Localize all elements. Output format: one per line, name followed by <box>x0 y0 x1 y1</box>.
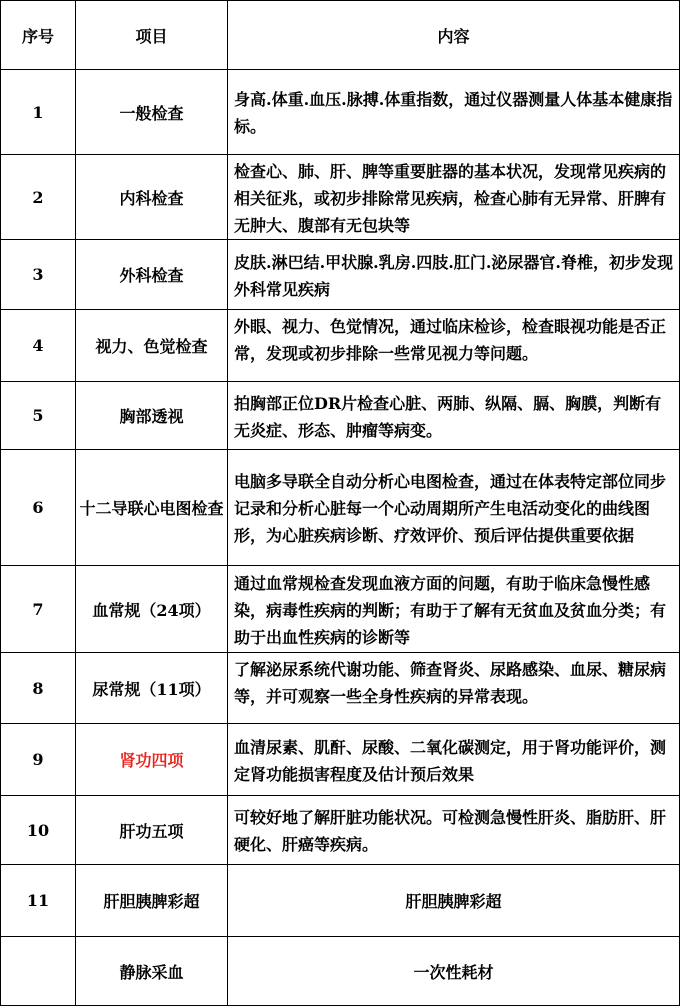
row-content: 可较好地了解肝脏功能状况。可检测急慢性肝炎、脂肪肝、肝硬化、肝癌等疾病。 <box>228 796 680 865</box>
row-seq: 11 <box>1 865 76 937</box>
table-row <box>1 653 680 724</box>
table-row <box>1 240 680 310</box>
row-content: 皮肤.淋巴结.甲状腺.乳房.四肢.肛门.泌尿器官.脊椎，初步发现外科常见疾病 <box>228 240 680 310</box>
row-seq: 8 <box>1 653 76 724</box>
row-content: 检查心、肺、肝、脾等重要脏器的基本状况，发现常见疾病的相关征兆，或初步排除常见疾病，检查心肺有无异常、肝脾有无肿大、腹部有无包块等 <box>228 155 680 240</box>
row-item: 肝胆胰脾彩超 <box>76 865 228 937</box>
row-item: 尿常规（11项） <box>76 653 228 724</box>
row-seq: 10 <box>1 796 76 865</box>
table-row <box>1 566 680 653</box>
table-row <box>1 937 680 1006</box>
row-content: 血清尿素、肌酐、尿酸、二氧化碳测定，用于肾功能评价，测定肾功能损害程度及估计预后效果 <box>228 724 680 796</box>
row-item: 胸部透视 <box>76 382 228 450</box>
row-seq: 4 <box>1 310 76 382</box>
row-content: 了解泌尿系统代谢功能、筛查肾炎、尿路感染、血尿、糖尿病等，并可观察一些全身性疾病的异常表现。 <box>234 659 667 706</box>
row-content: 肝胆胰脾彩超 <box>228 865 680 937</box>
row-item: 外科检查 <box>76 240 228 310</box>
table-row <box>1 865 680 937</box>
row-content: 外眼、视力、色觉情况，通过临床检诊，检查眼视功能是否正常，发现或初步排除一些常见视力等问题。 <box>234 316 667 363</box>
row-seq: 7 <box>1 566 76 653</box>
row-item: 一般检查 <box>76 70 228 155</box>
table-row <box>1 155 680 240</box>
row-seq: 9 <box>1 724 76 796</box>
table-row <box>1 70 680 155</box>
table-row <box>1 796 680 865</box>
table-row <box>1 310 680 382</box>
table-row <box>1 382 680 450</box>
row-seq: 6 <box>1 450 76 566</box>
row-item: 视力、色觉检查 <box>76 310 228 382</box>
table-row <box>1 450 680 566</box>
header-seq: 序号 <box>1 1 76 70</box>
row-item: 十二导联心电图检查 <box>76 450 228 566</box>
row-item: 内科检查 <box>76 155 228 240</box>
row-item-highlighted: 肾功四项 <box>76 724 228 796</box>
header-content: 内容 <box>228 1 680 70</box>
row-content: 身高.体重.血压.脉搏.体重指数，通过仪器测量人体基本健康指标。 <box>228 70 680 155</box>
header-item: 项目 <box>76 1 228 70</box>
row-item: 肝功五项 <box>76 796 228 865</box>
row-content: 一次性耗材 <box>228 937 680 1006</box>
row-content: 拍胸部正位DR片检查心脏、两肺、纵隔、膈、胸膜，判断有无炎症、形态、肿瘤等病变。 <box>228 382 680 450</box>
header-row <box>1 1 680 70</box>
table-row <box>1 724 680 796</box>
row-content: 电脑多导联全自动分析心电图检查，通过在体表特定部位同步记录和分析心脏每一个心动周期所产生电活动变化的曲线图形，为心脏疾病诊断、疗效评价、预后评估提供重要依据 <box>228 450 680 566</box>
row-content: 通过血常规检查发现血液方面的问题，有助于临床急慢性感染，病毒性疾病的判断；有助于了解有无贫血及贫血分类；有助于出血性疾病的诊断等 <box>228 566 680 653</box>
row-seq: 2 <box>1 155 76 240</box>
row-seq: 1 <box>1 70 76 155</box>
row-seq: 3 <box>1 240 76 310</box>
row-seq: 5 <box>1 382 76 450</box>
row-item: 血常规（24项） <box>76 566 228 653</box>
row-seq <box>1 937 76 1006</box>
row-item: 静脉采血 <box>76 937 228 1006</box>
